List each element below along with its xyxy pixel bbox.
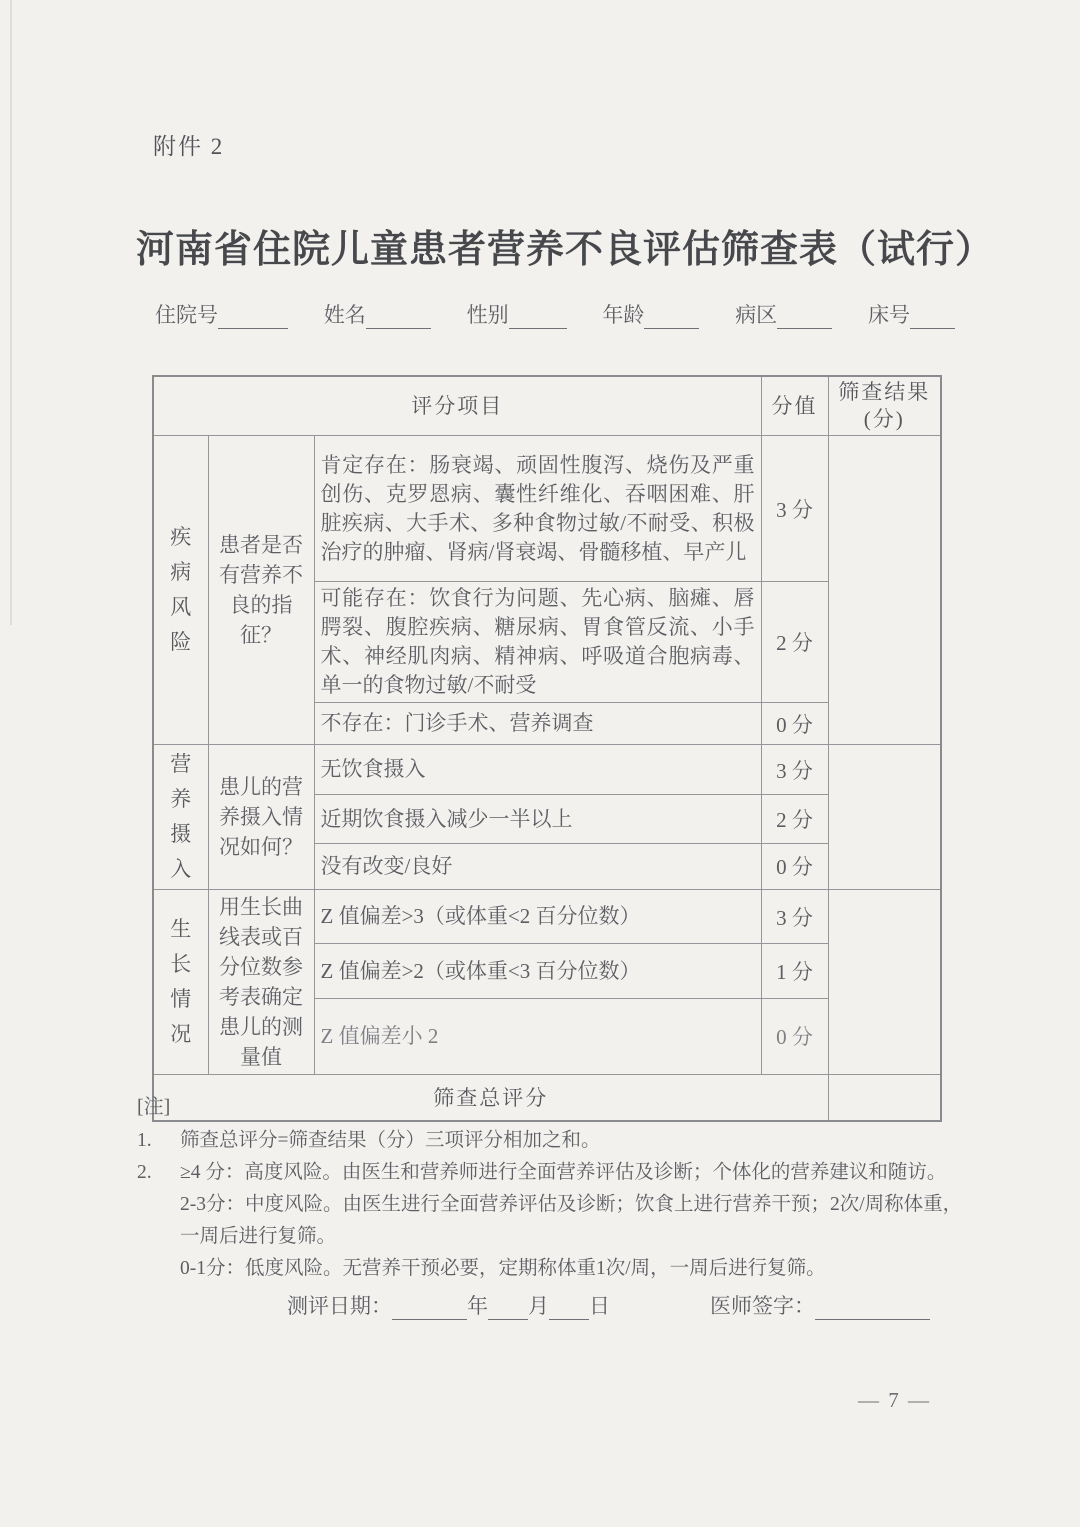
notes-section (137, 1093, 969, 1287)
age-blank (644, 308, 699, 329)
criteria-cell: Z 值偏差小 2 (314, 998, 761, 1074)
score-cell: 0 分 (761, 703, 828, 745)
question-disease-risk: 患者是否有营养不良的指征？ (208, 436, 314, 745)
score-cell: 3 分 (761, 436, 828, 582)
score-cell: 0 分 (761, 998, 828, 1074)
criteria-cell: 近期饮食摄入减少一半以上 (314, 795, 761, 843)
field-gender: 性别 (467, 299, 567, 329)
question-nutrition-intake: 患儿的营养摄入情况如何？ (208, 745, 314, 890)
criteria-cell: Z 值偏差>3（或体重<2 百分位数） (314, 890, 761, 944)
criteria-cell: 无饮食摄入 (314, 745, 761, 795)
note-item: 2-3分：中度风险。由医生进行全面营养评估及诊断；饮食上进行营养干预；2次/周称体重， (180, 1194, 963, 1215)
col-header-score: 分值 (761, 376, 828, 436)
criteria-cell: 可能存在：饮食行为问题、先心病、脑瘫、唇腭裂、腹腔疾病、糖尿病、胃食管反流、小手术、神经肌肉病、精神病、呼吸道合胞病毒、单一的食物过敏/不耐受 (314, 582, 761, 703)
result-cell-disease-risk (828, 436, 941, 745)
score-cell: 3 分 (761, 890, 828, 944)
year-blank (392, 1299, 467, 1320)
criteria-cell: 没有改变/良好 (314, 843, 761, 889)
score-cell: 2 分 (761, 582, 828, 703)
category-disease-risk: 疾病风险 (153, 436, 208, 745)
field-name: 姓名 (324, 299, 431, 329)
note-item: 2. ≥4 分：高度风险。由医生和营养师进行全面营养评估及诊断；个体化的营养建议和随访。 (137, 1162, 947, 1183)
screening-table (152, 375, 942, 1122)
result-cell-growth-status (828, 890, 941, 1075)
col-header-items: 评分项目 (153, 376, 761, 436)
scan-edge-artifact (10, 0, 12, 625)
total-score-label: 筛查总评分 (153, 1075, 828, 1121)
day-blank (549, 1299, 589, 1320)
table-header-row (153, 376, 941, 436)
notes-heading: [注] (137, 1096, 171, 1118)
criteria-cell: Z 值偏差>2（或体重<3 百分位数） (314, 944, 761, 998)
score-cell: 3 分 (761, 745, 828, 795)
table-row (153, 890, 941, 944)
field-bed-no: 床号 (868, 299, 955, 329)
physician-signature-field: 医师签字： (710, 1290, 930, 1320)
question-growth-status: 用生长曲线表或百分位数参考表确定患儿的测量值 (208, 890, 314, 1075)
attachment-label: 附件 2 (153, 134, 225, 159)
score-cell: 2 分 (761, 795, 828, 843)
page-title: 河南省住院儿童患者营养不良评估筛查表（试行） (135, 229, 994, 271)
field-ward: 病区 (735, 299, 832, 329)
result-cell-nutrition-intake (828, 745, 941, 890)
note-item: 0-1分：低度风险。无营养干预必要，定期称体重1次/周，一周后进行复筛。 (180, 1258, 826, 1279)
patient-info-row (155, 299, 955, 329)
note-item: 1. 筛查总评分=筛查结果（分）三项评分相加之和。 (137, 1130, 601, 1151)
category-nutrition-intake: 营养摄入 (153, 745, 208, 890)
month-blank (488, 1299, 528, 1320)
signature-blank (815, 1299, 930, 1320)
gender-blank (509, 308, 567, 329)
signature-row (0, 1290, 1080, 1320)
ward-blank (777, 308, 832, 329)
category-growth-status: 生长情况 (153, 890, 208, 1075)
field-admission-no: 住院号 (155, 299, 288, 329)
criteria-cell: 不存在：门诊手术、营养调查 (314, 703, 761, 745)
name-blank (366, 308, 431, 329)
score-cell: 0 分 (761, 843, 828, 889)
admission-no-blank (218, 308, 288, 329)
field-age: 年龄 (602, 299, 699, 329)
assessment-date-field: 测评日期： 年 月 日 (287, 1294, 610, 1318)
col-header-result: 筛查结果 (分) (828, 376, 941, 436)
table-row (153, 436, 941, 582)
bed-no-blank (910, 308, 955, 329)
page-number: — 7 — (858, 1388, 931, 1412)
score-cell: 1 分 (761, 944, 828, 998)
note-item: 一周后进行复筛。 (180, 1226, 337, 1247)
criteria-cell: 肯定存在：肠衰竭、顽固性腹泻、烧伤及严重创伤、克罗恩病、囊性纤维化、吞咽困难、肝脏疾病、大手术、多种食物过敏/不耐受、积极治疗的肿瘤、肾病/肾衰竭、骨髓移植、早产儿 (314, 436, 761, 582)
table-row (153, 745, 941, 795)
